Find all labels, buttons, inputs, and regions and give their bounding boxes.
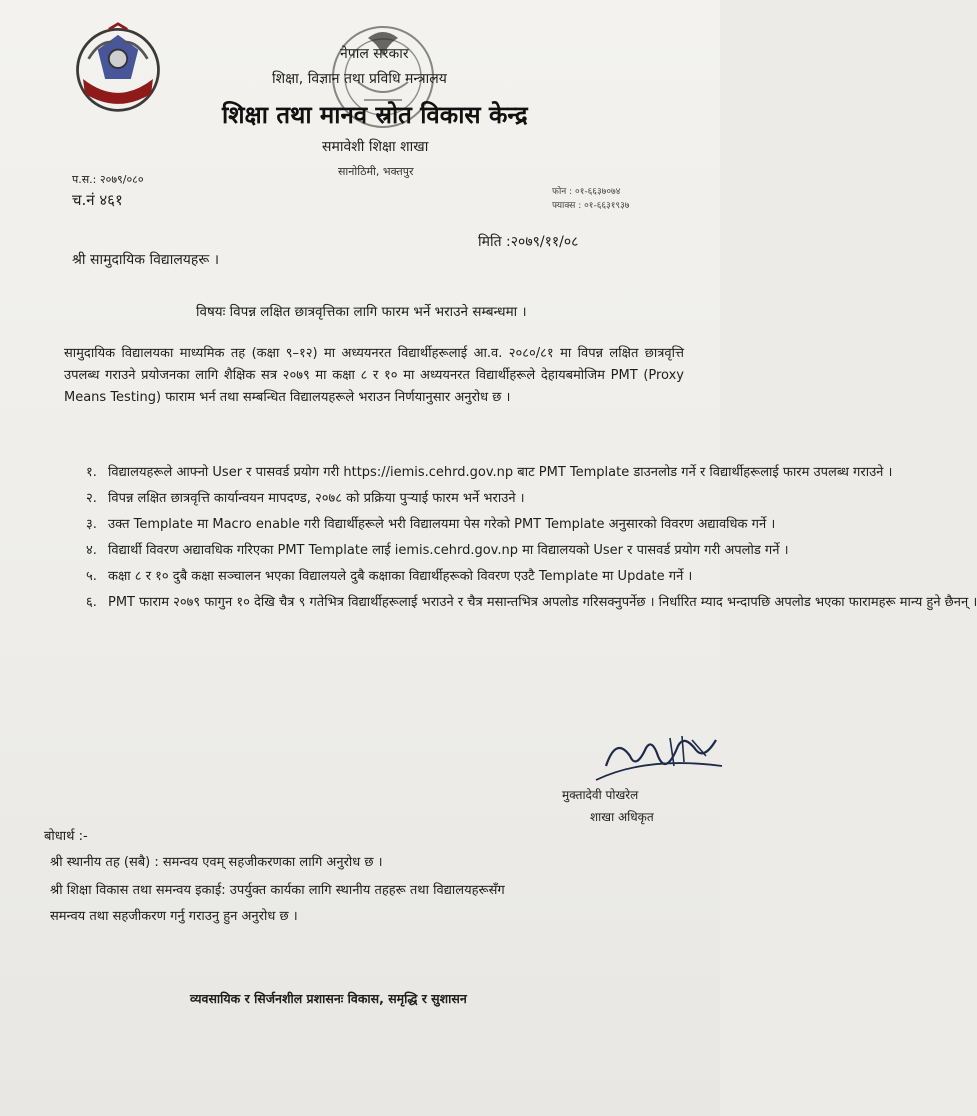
list-item-text: कक्षा ८ र १० दुबै कक्षा सञ्चालन भएका विद्यालयले दुबै कक्षाका विद्यार्थीहरूको विवरण एउटै Template मा Update गर्ने । bbox=[108, 569, 693, 584]
list-item-number: ६. bbox=[86, 595, 97, 610]
list-item-text: उक्त Template मा Macro enable गरी विद्यार्थीहरूले भरी विद्यालयमा पेस गरेको PMT Template अनुसारको विवरण अद्यावधिक गर्ने । bbox=[108, 517, 776, 532]
list-item-text: विद्यार्थी विवरण अद्यावधिक गरिएका PMT Template लाई iemis.cehrd.gov.np मा विद्यालयको User र पासवर्ड प्रयोग गरी अपलोड गर्ने । bbox=[108, 543, 789, 558]
list-item-number: ३. bbox=[86, 517, 97, 532]
letterhead-government: नेपाल सरकार bbox=[340, 46, 409, 62]
list-item bbox=[86, 567, 693, 587]
list-item bbox=[86, 515, 776, 535]
cc-heading: बोधार्थ :- bbox=[44, 829, 88, 844]
signatory-title: शाखा अधिकृत bbox=[590, 810, 654, 824]
handwritten-signature-icon bbox=[586, 726, 726, 790]
list-item bbox=[86, 489, 682, 509]
letterhead-ministry: शिक्षा, विज्ञान तथा प्रविधि मन्त्रालय bbox=[272, 71, 447, 87]
nepal-emblem-icon bbox=[72, 22, 164, 114]
footer-motto: व्यवसायिक र सिर्जनशील प्रशासनः विकास, समृद्धि र सुशासन bbox=[190, 991, 467, 1006]
office-phone: फोन : ०१-६६३७०७४ bbox=[552, 187, 621, 197]
list-item bbox=[86, 463, 893, 483]
list-item bbox=[86, 593, 977, 613]
list-item-text: PMT फाराम २०७९ फागुन १० देखि चैत्र ९ गतेभित्र विद्यार्थीहरूलाई भराउने र चैत्र मसान्तभित्र अपलोड गरिसक्नुपर्नेछ । निर्धारित म्याद भन्दापछि अपलोड भएका फारामहरू मान्य हुने छैनन् । bbox=[108, 595, 977, 610]
list-item-number: ५. bbox=[86, 569, 97, 584]
letterhead-address: सानोठिमी, भक्तपुर bbox=[338, 165, 414, 178]
cc-line-education-unit-cont: समन्वय तथा सहजीकरण गर्नु गराउनु हुन अनुरोध छ । bbox=[50, 909, 298, 924]
letterhead-section: समावेशी शिक्षा शाखा bbox=[322, 139, 429, 155]
list-item-text: विपन्न लक्षित छात्रवृत्ति कार्यान्वयन मापदण्ड, २०७८ को प्रक्रिया पुऱ्याई फारम भर्ने भराउने । bbox=[108, 491, 525, 506]
letter-date: मिति :२०७९/११/०८ bbox=[478, 234, 579, 250]
letter-body-paragraph: सामुदायिक विद्यालयका माध्यमिक तह (कक्षा ९–१२) मा अध्ययनरत विद्यार्थीहरूलाई आ.व. २०८०/८१ मा विपन्न लक्षित छात्रवृत्ति उपलब्ध गराउने प्रयोजनका लागि शैक्षिक सत्र २०७९ मा कक्षा ८ र १० मा अध्ययनरत विद्यार्थीहरूले देहायबमोजिम PMT (Proxy Means Testing) फाराम भर्न तथा सम्बन्धित विद्यालयहरूले भराउन निर्णयानुसार अनुरोध छ । bbox=[64, 346, 684, 405]
list-item-text: विद्यालयहरूले आफ्नो User र पासवर्ड प्रयोग गरी https://iemis.cehrd.gov.np बाट PMT Template डाउनलोड गर्ने र विद्यार्थीहरूलाई फारम उपलब्ध गराउने । bbox=[108, 465, 893, 480]
instruction-list bbox=[86, 463, 977, 613]
letter-dispatch-number: च.नं ४६१ bbox=[72, 191, 123, 209]
cc-line-education-unit: श्री शिक्षा विकास तथा समन्वय इकाई: उपर्युक्त कार्यका लागि स्थानीय तहहरू तथा विद्यालयहरूसँग bbox=[50, 883, 505, 898]
list-item-number: २. bbox=[86, 491, 97, 506]
list-item bbox=[86, 541, 789, 561]
list-item-number: १. bbox=[86, 465, 97, 480]
letter-subject: विषयः विपन्न लक्षित छात्रवृत्तिका लागि फारम भर्ने भराउने सम्बन्धमा । bbox=[196, 304, 527, 320]
letter-addressee: श्री सामुदायिक विद्यालयहरू । bbox=[72, 252, 219, 268]
office-fax: फ्याक्स : ०१-६६३१९३७ bbox=[552, 201, 630, 211]
letter-reference-number: प.स.: २०७९/०८० bbox=[72, 173, 144, 186]
signatory-name: मुक्तादेवी पोखरेल bbox=[562, 788, 639, 802]
list-item-number: ४. bbox=[86, 543, 97, 558]
letterhead-office: शिक्षा तथा मानव स्रोत विकास केन्द्र bbox=[222, 101, 528, 129]
cc-line-local-level: श्री स्थानीय तह (सबै) : समन्वय एवम् सहजीकरणका लागि अनुरोध छ । bbox=[50, 855, 383, 870]
